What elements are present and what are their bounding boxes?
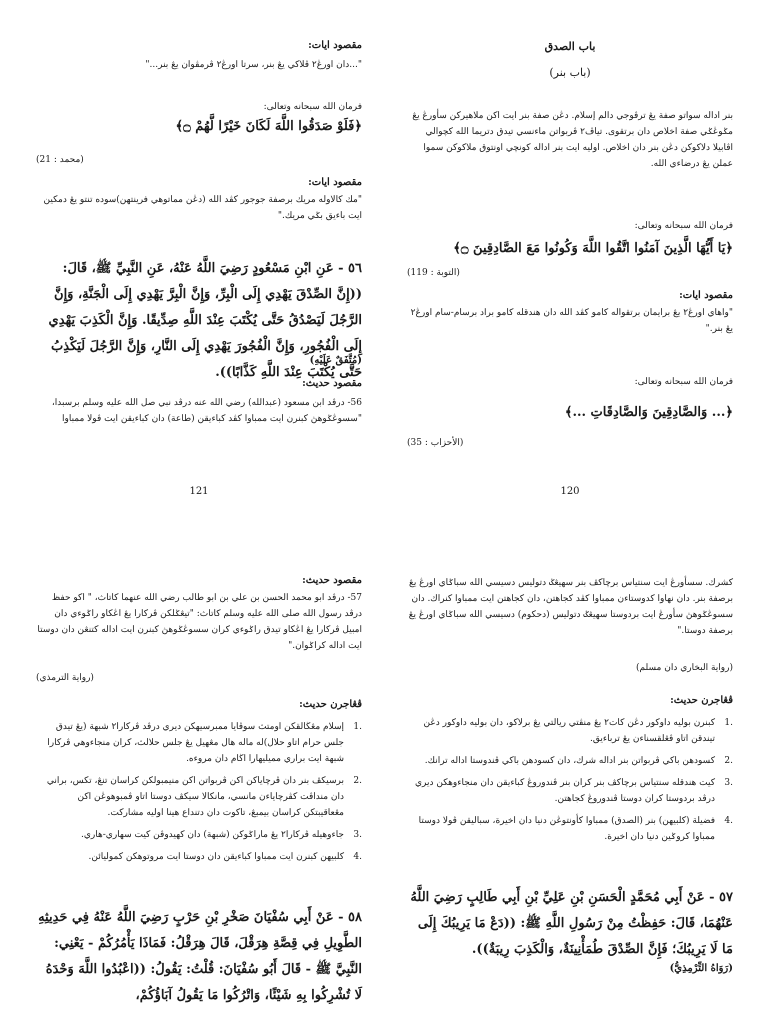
hadith-reference: (رواية البخاري دان مسلم) — [636, 663, 733, 673]
list-item: .2 كسودهن باكي ڤربواتن بنر اداله شرك، دان كسودهن باكي ڤندوستا اداله ترانك. — [424, 756, 733, 766]
chapter-subtitle: (باب بنر) — [549, 66, 591, 79]
list-item: .2 برسيكڤ بنر دان ڤرچاياكن اكن ڤربواتن اكن منيمبولكن كراسان تنڠ، تكس، براني دان منداڤت كڤرچاياءن مانسي، مانكالا سيكڤ دوستا اتاو ڤمبوهوڠن اكن مڠعاقيبتكن كراسان بيمبڠ، تاكوت دان دتنداع هينا اوليه مشاركت. — [46, 776, 362, 818]
page-123 — [24, 515, 374, 1024]
verse-meaning-heading: مقصود ايات: — [308, 40, 362, 51]
page-number: 121 — [189, 486, 209, 497]
list-item: .1 كبنرن بوليه داوكور دڠن كات٢ يڠ منڤتي ريالتي يڠ برلاكو، دان بوليه داوكور دڠن تيندقن اتاو ڤڠلقسناءن يڠ ترباءيق. — [423, 718, 733, 744]
page-121 — [24, 0, 374, 505]
verse-reference: (محمد : 21) — [36, 155, 84, 165]
intro-paragraph: بنر اداله سواتو صفة يڠ ترڤوجي دالم إسلام. دڠن صفة بنر ايت اكن ملاهيركن سأورڠ يڠ مݢوڠݢي صفة اخلاص دان برتقوى. تياڤ٢ ڤربواتن ماءنسي تيدق دتريما الله كچوالي اڤابيلا دلاكوكن دڠن بنر دان اخلاص. اوليه ايت بنر اداله كونچي اونتوق ملاكوكن سموا عملن يڠ درضاءي الله. — [412, 111, 733, 169]
list-item: .1 إسلام مڠڬالقكن اومتث سوڤايا ممبرسيهكن ديري درڤد ڤركارا٢ شبهة (يڠ تيدق جلس حرام اتاو حلال)له ماله هال مڠهيل يڠ جلس حلالث، كران منجاءوهي ڤركارا شبهة ايت براري مميليهارا اڬام دان مروءه. — [47, 722, 362, 764]
verse-meaning-heading: مقصود ايات: — [308, 177, 362, 188]
list-item: .4 فضيلة (كلبيهن) بنر (الصدق) ممباوا كأونتوڠن دنيا دان اخيرة، سباليقن ڤولا دوستا ممباوا كروݢين دنيا دان اخيرة. — [418, 816, 733, 842]
lessons-list — [407, 715, 733, 845]
verse-reference: (الأحزاب : 35) — [407, 438, 464, 448]
divine-command-label: فرمان الله سبحانه وتعالى: — [263, 102, 362, 112]
hadith-meaning-text: 57- درڤد ابو محمد الحسن بن علي بن ابو طالب رضي الله عنهما كاتاث، " اكو حفظ درڤد رسول الله صلى الله عليه وسلم كاتاث: "تيڠݢلكن ڤركارا يڠ اڠكاو راݢوءي دان امبيل ڤركارا يڠ اڠكاو تيدق راݢوءي كران سسوڠݢوهڽ كبنرن ايت اداله كتنڠن دان دوستا ايت اداله كراݢوان." — [37, 593, 362, 651]
page-120 — [395, 0, 745, 505]
quran-verse: ﴿... وَالصَّادِقِينَ وَالصَّادِقَاتِ ...﴾ — [564, 405, 733, 420]
verse-meaning-heading: مقصود ايات: — [679, 290, 733, 301]
hadith-meaning-heading: مقصود حديث: — [302, 378, 362, 389]
verse-meaning-text: "واهاي اورڠ٢ يڠ برايمان برتقوالە كامو كڤد الله دان هندقله كامو براد برسام-سام اورڠ٢ يڠ بنر." — [410, 308, 733, 334]
list-item: .4 كلبيهن كبنرن ايت ممباوا كباءيقن دان دوستا ايت مروتوهكن كموليائن. — [88, 852, 362, 862]
list-item: .3 كيت هندقله سنتياس برچاكڤ بنر كران بنر ڤندوروڠ كباءيقن دان منجاءوهكن ديري درڤد بردوستا كران دوستا ڤندوروڠ كجاهتن. — [414, 778, 733, 804]
hadith-meaning-text: 56- درڤد ابن مسعود (عبدالله) رضي الله عنه درڤد نبي صل الله عليه وسلم برسبدا، "سسوڠݢوهڽ كبنرن ايت ممباوا كڤد كباءيقن (طاعة) دان كباءيقن ايت ڤولا ممباوا — [51, 398, 362, 424]
page-number: 120 — [560, 486, 580, 497]
hadith-meaning-heading: مقصود حديث: — [302, 575, 362, 586]
page-122 — [395, 515, 745, 1024]
chapter-title: باب الصدق — [544, 40, 596, 53]
hadith-58-arabic: ٥٨ - عَنْ أَبِي سُفْيَانَ صَخْرِ بْنِ حَرْبٍ رَضِيَ اللَّهُ عَنْهُ فِي حَدِيثِهِ الطَّوِيلِ فِي قِصَّةِ هِرَقْلَ، قَالَ هِرَقْلُ: فَمَاذَا يَأْمُرُكُمْ - يَعْنِي: النَّبِيَّ ﷺ - قَالَ أَبُو سُفْيَانَ: قُلْتُ: يَقُولُ: ((اعْبُدُوا اللَّهَ وَحْدَهُ لَا تُشْرِكُوا بِهِ شَيْئًا، وَاتْرُكُوا مَا يَقُولُ آبَاؤُكُمْ، — [38, 910, 362, 1003]
divine-command-label: فرمان الله سبحانه وتعالى: — [634, 221, 733, 231]
hadith-meaning-continued: كشرك. سسأورڠ ايت سنتياس برچاكڤ بنر سهيڠݢ دتوليس دسيسي الله سباݢاي اورڠ يڠ برصفة بنر. دان نهاوا كدوستاءن ممباوا كڤد كجاهتن، دان كجاهتن ايت ممباوا كنراك. دان سسوڠݢوهڽ سأورڠ ايت بردوستا سهيڠݢ دتوليس (دحكوم) دسيسي الله سباݢاي اورڠ يڠ برصفة دوستا." — [408, 578, 733, 636]
quran-verse: ﴿فَلَوْ صَدَقُوا اللَّهَ لَكَانَ خَيْرًا لَّهُمْ ۝﴾ — [175, 119, 362, 134]
lessons-list — [36, 719, 362, 865]
verse-meaning-text: "...دان اورڠ٢ ڤلاكي يڠ بنر، سرتا اورڠ٢ ڤرمڤوان يڠ بنر..." — [145, 60, 362, 70]
verse-reference: (التوبة : 119) — [407, 268, 460, 278]
list-item: .3 جاءوهيله ڤركارا٢ يڠ ماراݢوكن (شبهة) دان كهيدوڤن كيت سهاري-هاري. — [81, 830, 362, 840]
hadith-reference: (رَوَاهُ التِّرْمِذِيُّ) — [669, 963, 733, 974]
hadith-56-arabic: ٥٦ - عَنِ ابْنِ مَسْعُودٍ رَضِيَ اللَّهُ عَنْهُ، عَنِ النَّبِيِّ ﷺ، قَالَ: ((إِنَّ الصِّدْقَ يَهْدِي إِلَى الْبِرِّ، وَإِنَّ الْبِرَّ يَهْدِي إِلَى الْجَنَّةِ، وَإِنَّ الرَّجُلَ لَيَصْدُقُ حَتَّى يُكْتَبَ عِنْدَ اللَّهِ صِدِّيقًا. وَإِنَّ الْكَذِبَ يَهْدِي إِلَى الْفُجُورِ، وَإِنَّ الْفُجُورَ يَهْدِي إِلَى النَّارِ، وَإِنَّ الرَّجُلَ لَيَكْذِبُ حَتَّى يُكْتَبَ عِنْدَ اللَّهِ كَذَّابًا)). — [48, 261, 362, 380]
hadith-reference: (مُتَّفَقٌ عَلَيْهِ) — [309, 355, 362, 366]
verse-meaning-text: "مك كالاولە مريك برصفة جوجور كڤد الله (دڠن مماتوهي فرينتهن)سوده تنتو يڠ دمكين ايت باءيق بݢي مريك." — [43, 195, 362, 221]
hadith-57-arabic: ٥٧ - عَنْ أَبِي مُحَمَّدٍ الْحَسَنِ بْنِ عَلِيِّ بْنِ أَبِي طَالِبٍ رَضِيَ اللَّهُ عَنْهُمَا، قَالَ: حَفِظْتُ مِنْ رَسُولِ اللَّهِ ﷺ: ((دَعْ مَا يَرِيبُكَ إِلَى مَا لَا يَرِيبُكَ؛ فَإِنَّ الصِّدْقَ طُمَأْنِينَةٌ، وَالْكَذِبَ رِيبَةٌ)). — [410, 890, 733, 957]
hadith-reference: (رواية الترمذي) — [36, 673, 94, 683]
quran-verse: ﴿يَا أَيُّهَا الَّذِينَ آمَنُوا اتَّقُوا اللَّهَ وَكُونُوا مَعَ الصَّادِقِينَ ۝﴾ — [453, 241, 733, 256]
divine-command-label: فرمان الله سبحانه وتعالى: — [634, 377, 733, 387]
hadith-lessons-heading: ڤڠاجرن حديث: — [299, 699, 362, 710]
hadith-lessons-heading: ڤڠاجرن حديث: — [670, 695, 733, 706]
